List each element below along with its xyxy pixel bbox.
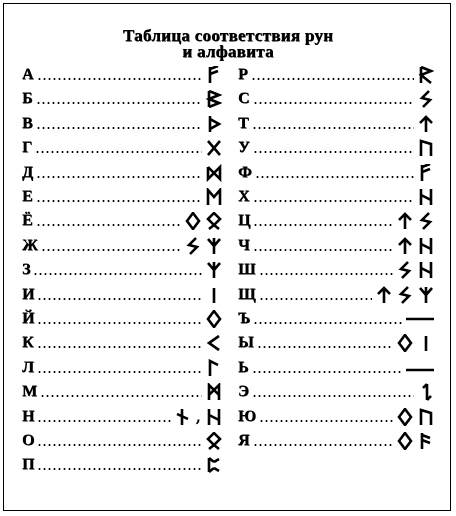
dot-leader: [36, 200, 202, 202]
letter-label: Й: [22, 310, 35, 327]
dot-leader: [37, 444, 202, 446]
dot-leader: [259, 420, 393, 422]
raidho-rune-icon: [418, 66, 434, 84]
kenaz-rune-icon: [206, 334, 222, 352]
dot-leader: [36, 127, 202, 129]
dot-leader: [253, 322, 402, 324]
berkana-rune-icon: [206, 90, 222, 108]
letter-label: Ф: [238, 163, 252, 181]
dot-leader: [37, 78, 202, 80]
gebo-rune-icon: [206, 139, 222, 157]
sowilo-rune-icon: [418, 212, 434, 230]
rune-group: [206, 90, 222, 108]
softsign-rune-icon: [406, 359, 434, 377]
rune-row: [238, 88, 434, 110]
rune-row: [238, 186, 434, 208]
othala-rune-icon: [206, 212, 222, 230]
letter-label: Щ: [238, 285, 256, 303]
rune-row: [238, 64, 434, 86]
letter-label: У: [238, 139, 250, 157]
page-title-line2: и алфавита: [182, 42, 274, 61]
dot-leader: [37, 371, 202, 373]
letter-label: Ю: [238, 407, 257, 425]
rune-row: [22, 308, 222, 330]
rune-row: [238, 259, 434, 281]
dot-leader: [253, 151, 414, 153]
dot-leader: [37, 468, 202, 470]
rune-row: [238, 137, 434, 159]
rune-group: [206, 359, 222, 377]
rune-row: [22, 186, 222, 208]
rune-row: [22, 406, 222, 428]
ehwaz-rune-icon: [206, 188, 222, 206]
letter-label: Б: [22, 90, 33, 108]
dot-leader: [36, 176, 202, 178]
sowilo-rune-icon: [185, 237, 201, 255]
hagalaz-rune-icon: [418, 188, 434, 206]
letter-label: А: [22, 66, 34, 83]
nauthiz-rune-icon: [175, 408, 191, 426]
dot-leader: [35, 151, 202, 153]
rune-group: [185, 212, 222, 230]
isa-rune-icon: [206, 286, 222, 304]
dot-leader: [259, 298, 372, 300]
rune-separator: ,: [195, 407, 201, 426]
algiz-rune-icon: [206, 261, 222, 279]
letter-label: М: [22, 383, 38, 401]
tiwaz-rune-icon: [397, 212, 413, 230]
letter-label: Э: [238, 383, 249, 401]
rune-group: [206, 261, 222, 279]
rune-row: [238, 235, 434, 257]
dot-leader: [252, 127, 414, 129]
rune-row: [238, 210, 434, 232]
letter-label: Ъ: [238, 310, 251, 327]
algiz-rune-icon: [206, 237, 222, 255]
rune-row: [22, 381, 222, 403]
rune-row: [22, 259, 222, 281]
letter-label: Ж: [22, 236, 38, 254]
letter-label: С: [238, 90, 250, 108]
dot-leader: [41, 249, 181, 251]
rune-row: [22, 210, 222, 232]
dot-leader: [255, 176, 414, 178]
letter-label: Ы: [238, 334, 254, 352]
letter-label: Е: [22, 188, 33, 205]
letter-label: Ш: [238, 261, 256, 279]
dot-leader: [37, 298, 202, 300]
rune-group: [418, 115, 434, 133]
rune-group: [397, 334, 434, 352]
thurisaz-rune-icon: [206, 115, 222, 133]
letter-label: Н: [22, 407, 35, 425]
rune-group: [206, 139, 222, 157]
ingwaz-rune-icon: [397, 432, 413, 450]
sowilo-rune-icon: [397, 286, 413, 304]
letter-label: Х: [238, 188, 250, 205]
ingwaz-rune-icon: [397, 334, 413, 352]
fehu-rune-icon: [206, 66, 222, 84]
ingwaz-rune-icon: [185, 212, 201, 230]
rune-group: [406, 359, 434, 377]
rune-row: [22, 284, 222, 306]
dot-leader: [40, 395, 202, 397]
rune-row: [22, 332, 222, 354]
ingwaz-rune-icon: [397, 408, 413, 426]
sowilo-rune-icon: [418, 90, 434, 108]
rune-row: [22, 162, 222, 184]
letter-label: Р: [238, 66, 248, 83]
dot-leader: [253, 102, 414, 104]
letter-label: В: [22, 114, 33, 132]
laguz-rune-icon: [206, 359, 222, 377]
tiwaz-rune-icon: [418, 115, 434, 133]
rune-group: [206, 188, 222, 206]
letter-label: Я: [238, 432, 250, 449]
dot-leader: [253, 200, 414, 202]
dot-leader: [257, 346, 393, 348]
tiwaz-rune-icon: [376, 286, 392, 304]
rune-row: [22, 88, 222, 110]
dot-leader: [252, 371, 402, 373]
rune-group: [206, 334, 222, 352]
perthro-rune-icon: [206, 456, 222, 474]
sowilo-rune-icon: [397, 261, 413, 279]
rune-row: [238, 357, 434, 379]
fehu-rune-icon: [418, 164, 434, 182]
rune-row: [238, 308, 434, 330]
rune-row: [238, 113, 434, 135]
dot-leader: [36, 102, 202, 104]
rune-group: [175, 408, 222, 426]
rune-group: [397, 432, 434, 450]
rune-row: [238, 284, 434, 306]
rune-group: [397, 237, 434, 255]
algiz-rune-icon: [418, 286, 434, 304]
rune-row: [22, 430, 222, 452]
rune-group: [206, 286, 222, 304]
hagalaz-rune-icon: [418, 261, 434, 279]
rune-group: [397, 212, 434, 230]
dagaz-rune-icon: [206, 164, 222, 182]
rune-group: [206, 115, 222, 133]
rune-group: [206, 310, 222, 328]
dot-leader: [251, 78, 414, 80]
othala-rune-icon: [206, 432, 222, 450]
dot-leader: [36, 224, 181, 226]
rune-group: [418, 66, 434, 84]
letter-label: Г: [22, 139, 33, 157]
page-title-line1: Таблица соответствия рун: [122, 26, 334, 45]
mannaz-rune-icon: [206, 383, 222, 401]
letter-label: Ё: [22, 212, 33, 230]
dot-leader: [253, 444, 393, 446]
rune-row: [22, 454, 222, 476]
rune-row: [22, 357, 222, 379]
hagalaz-rune-icon: [206, 408, 222, 426]
dot-leader: [259, 273, 393, 275]
hagalaz-rune-icon: [418, 237, 434, 255]
ansuz-rune-icon: [418, 432, 434, 450]
letter-label: Ц: [238, 212, 251, 230]
rune-row: [22, 137, 222, 159]
letter-label: Ч: [238, 236, 250, 254]
rune-group: [185, 237, 222, 255]
rune-group: [206, 383, 222, 401]
letter-label: З: [22, 261, 31, 279]
hardsign-rune-icon: [406, 310, 434, 328]
rune-row: [238, 406, 434, 428]
ingwaz-rune-icon: [206, 310, 222, 328]
letter-label: Ь: [238, 358, 249, 376]
letter-label: И: [22, 285, 35, 303]
letter-label: Д: [22, 163, 34, 181]
rune-row: [238, 332, 434, 354]
rune-group: [206, 164, 222, 182]
rune-group: [418, 164, 434, 182]
rune-row: [22, 235, 222, 257]
rune-group: [406, 310, 434, 328]
eihwaz-rune-icon: [418, 383, 434, 401]
letter-label: О: [22, 432, 35, 449]
dot-leader: [253, 249, 393, 251]
isa-rune-icon: [418, 334, 434, 352]
rune-row: [238, 162, 434, 184]
dot-leader: [37, 346, 202, 348]
rune-group: [206, 456, 222, 474]
rune-group: [206, 66, 222, 84]
uruz-rune-icon: [418, 408, 434, 426]
rune-row: [238, 430, 434, 452]
rune-group: [397, 261, 434, 279]
rune-group: [418, 383, 434, 401]
letter-label: К: [22, 334, 34, 352]
dot-leader: [252, 395, 414, 397]
tiwaz-rune-icon: [397, 237, 413, 255]
rune-group: [418, 188, 434, 206]
rune-group: [418, 90, 434, 108]
dot-leader: [37, 420, 170, 422]
uruz-rune-icon: [418, 139, 434, 157]
rune-row: [22, 64, 222, 86]
rune-group: [376, 286, 434, 304]
rune-group: [418, 139, 434, 157]
rune-row: [22, 113, 222, 135]
dot-leader: [33, 273, 202, 275]
rune-row: [238, 381, 434, 403]
dot-leader: [37, 322, 202, 324]
letter-label: Л: [22, 358, 34, 376]
rune-group: [206, 432, 222, 450]
rune-group: [397, 408, 434, 426]
letter-label: П: [22, 456, 35, 474]
letter-label: Т: [238, 114, 249, 132]
dot-leader: [253, 224, 393, 226]
